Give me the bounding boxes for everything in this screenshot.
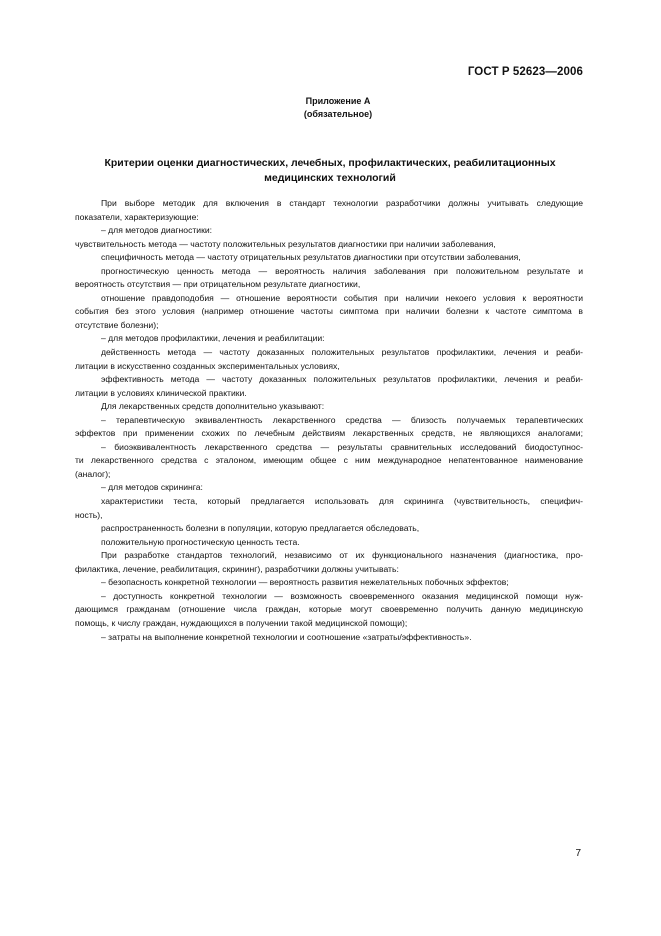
body-line: – для методов профилактики, лечения и реабилитации:: [101, 333, 325, 344]
body-line: ти лекарственного средства с эталоном, имеющим общее с ним международное непатентованное наименование: [75, 455, 583, 466]
body-line: филактика, лечение, реабилитация, скрининг), разработчики должны учитывать:: [75, 563, 399, 574]
body-line: При выборе методик для включения в стандарт технологии разработчики должны учитывать следующие: [101, 198, 583, 208]
appendix-subtitle: (обязательное): [303, 109, 373, 119]
body-line: – для методов диагностики:: [101, 225, 213, 236]
body-line: специфичность метода — частоту отрицательных результатов диагностики при отсутствии заболевания,: [101, 252, 521, 263]
body-line: вероятность отсутствия — при отрицательном результате диагностики,: [75, 279, 361, 290]
body-line: эффектов при применении схожих по лечебным действиям лекарственных средств, не являющихся аналогами;: [75, 428, 583, 439]
body-line: – терапевтическую эквивалентность лекарственного средства — близость получаемых терапевтических: [101, 414, 583, 425]
body-line: Для лекарственных средств дополнительно указывают:: [101, 401, 325, 412]
body-line: – затраты на выполнение конкретной технологии и соотношение «затраты/эффективность».: [101, 631, 472, 642]
body-line: помощь, к числу граждан, нуждающихся в получении такой медицинской помощи);: [75, 617, 408, 628]
body-line: – биоэквивалентность лекарственного средства — результаты сравнительных исследований биодоступнос-: [101, 441, 583, 452]
body-line: распространенность болезни в популяции, которую предлагается обследовать,: [101, 523, 420, 534]
body-line: прогностическую ценность метода — вероятность наличия заболевания при положительном результате и: [101, 265, 583, 276]
body-line: – безопасность конкретной технологии — вероятность развития нежелательных побочных эффектов;: [101, 577, 509, 588]
standard-number: ГОСТ Р 52623—2006: [467, 66, 583, 78]
section-title: [60, 156, 600, 186]
page-number: 7: [575, 848, 581, 859]
section-title-line1: Критерии оценки диагностических, лечебных, профилактических, реабилитационных: [104, 157, 556, 169]
body-line: ность),: [75, 509, 103, 520]
body-text: [75, 197, 583, 644]
body-line: литации в искусственно созданных экспериментальных условиях,: [75, 360, 340, 371]
body-line: характеристики теста, который предлагается использовать для скрининга (чувствительность, специфич-: [101, 496, 583, 507]
body-line: события без этого условия (например отношение частоты симптома при наличии болезни к частоте симптома в: [75, 306, 583, 317]
body-line: При разработке стандартов технологий, независимо от их функционального назначения (диагностика, про-: [101, 550, 583, 561]
body-line: дающимся гражданам (отношение числа граждан, которые могут своевременно получить данную медицинскую: [75, 604, 583, 615]
appendix-title: Приложение А: [305, 96, 371, 106]
body-line: показатели, характеризующие:: [75, 211, 199, 222]
body-line: – доступность конкретной технологии — возможность своевременного оказания медицинской помощи нуж-: [101, 590, 583, 601]
body-line: действенность метода — частоту доказанных положительных результатов профилактики, лечения и реаби-: [101, 347, 583, 358]
body-line: (аналог);: [75, 468, 111, 479]
body-line: отсутствие болезни);: [75, 319, 159, 330]
body-line: чувствительность метода — частоту положительных результатов диагностики при наличии заболевания,: [75, 238, 496, 249]
body-line: отношение правдоподобия — отношение вероятности события при наличии некоего условия к вероятности: [101, 292, 583, 303]
body-line: эффективность метода — частоту доказанных положительных результатов профилактики, лечения и реаби-: [101, 374, 583, 385]
section-title-line2: медицинских технологий: [264, 172, 396, 184]
body-line: – для методов скрининга:: [101, 482, 203, 493]
appendix-heading: [0, 95, 661, 121]
body-line: положительную прогностическую ценность теста.: [101, 536, 300, 547]
body-line: литации в условиях клинической практики.: [75, 387, 247, 398]
